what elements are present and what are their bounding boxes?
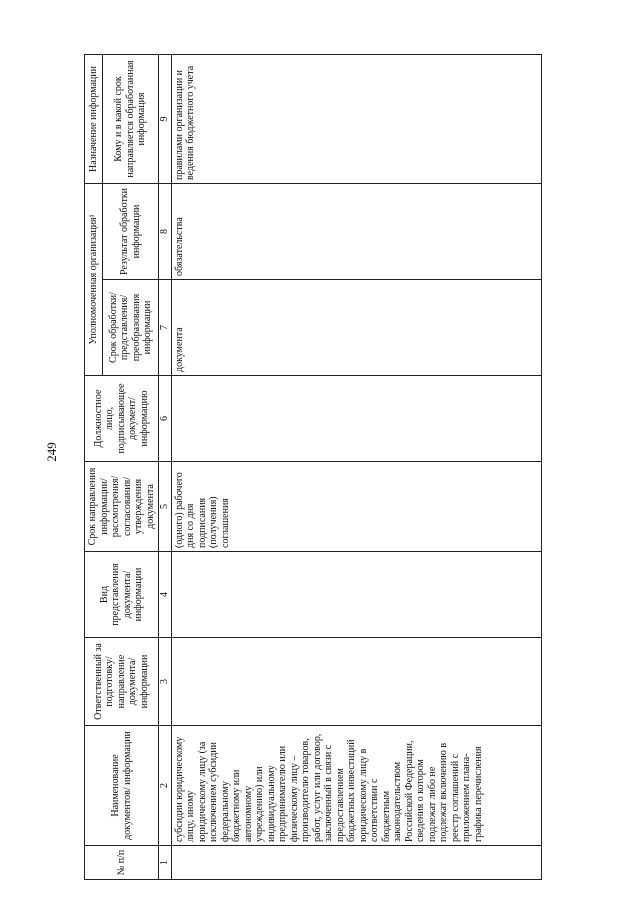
header-term: Срок направления информации/ рассмотрения/ согласования/ утверждения документа xyxy=(85,462,159,552)
column-numbers-row xyxy=(159,54,172,879)
cell-name: субсидии юридическому лицу, иному юридическому лицу (за исключением субсидии федеральному бюджетному или автономному учреждению) или индивидуальному предпринимателю или физическому лицу – производителю товаров, работ, услуг или договор, заключенный в связи с предоставлением бюджетных инвестиций юридическому лицу в соответствии с бюджетным законодательством Российской Федерации, сведения о котором подлежат либо не подлежат включению в реестр соглашений с приложением плана-графика перечисления xyxy=(171,726,541,846)
col-number: 4 xyxy=(159,552,172,638)
col-number: 3 xyxy=(159,638,172,726)
header-recipient: Кому и в какой срок направляется обработанная информация xyxy=(103,54,159,183)
cell-view xyxy=(171,552,541,638)
cell-responsible xyxy=(171,638,541,726)
header-name: Наименование документов/ информации xyxy=(85,726,159,846)
header-view: Вид представления документа/ информации xyxy=(85,552,159,638)
page-number: 249 xyxy=(44,442,59,462)
cell-recipient: правилами организации и ведения бюджетного учета xyxy=(171,54,541,183)
col-number: 6 xyxy=(159,376,172,462)
cell-result: обязательства xyxy=(171,183,541,279)
col-number: 5 xyxy=(159,462,172,552)
col-number: 7 xyxy=(159,280,172,376)
col-number: 8 xyxy=(159,183,172,279)
header-row-1 xyxy=(85,54,103,879)
document-table xyxy=(84,54,542,880)
col-number: 2 xyxy=(159,726,172,846)
document-table-rotated xyxy=(84,55,584,880)
table-row xyxy=(171,54,541,879)
header-processing: Срок обработки/ представления/ преобразования информации xyxy=(103,280,159,376)
col-number: 1 xyxy=(159,846,172,880)
cell-term: (одного) рабочего дня со дня подписания (получения) соглашения xyxy=(171,462,541,552)
header-responsible: Ответственный за подготовку/ направление документа/ информации xyxy=(85,638,159,726)
header-official: Должностное лицо, подписывающее документ/ информацию xyxy=(85,376,159,462)
header-authorized-org: Уполномоченная организация¹ xyxy=(85,183,103,375)
header-num: № п/п xyxy=(85,846,159,880)
header-result: Результат обработки информации xyxy=(103,183,159,279)
cell-official xyxy=(171,376,541,462)
col-number: 9 xyxy=(159,54,172,183)
cell-processing: документа xyxy=(171,280,541,376)
cell-num xyxy=(171,846,541,880)
header-purpose: Назначение информации xyxy=(85,54,103,183)
